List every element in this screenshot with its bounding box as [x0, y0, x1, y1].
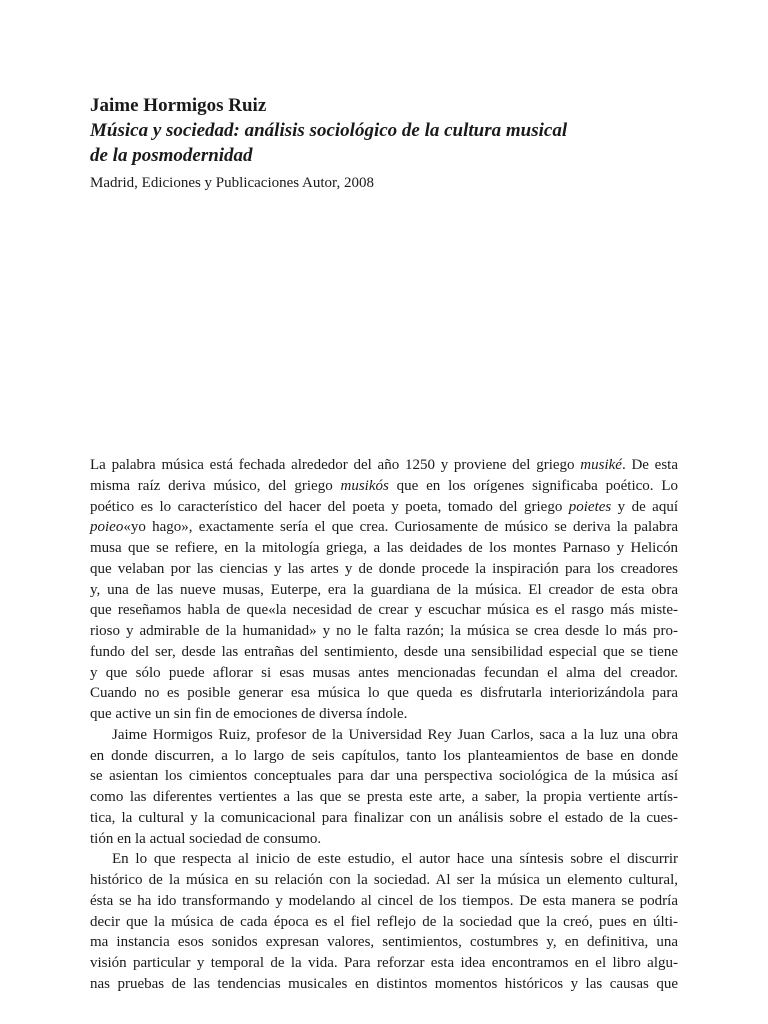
paragraph-2 [90, 725, 678, 850]
paragraph-3 [90, 849, 678, 994]
review-body [90, 455, 678, 995]
paragraph-line: en donde discurren, a lo largo de seis capítulos, tanto los planteamientos de base en donde [90, 747, 678, 764]
publication-info: Madrid, Ediciones y Publicaciones Autor, 2008 [90, 175, 374, 191]
paragraph-line: Jaime Hormigos Ruiz, profesor de la Universidad Rey Juan Carlos, saca a la luz una obra [112, 726, 678, 743]
paragraph-line: que active un sin fin de emociones de diversa índole. [90, 706, 408, 722]
paragraph-line: visión particular y temporal de la vida. Para reforzar esta idea encontramos en el libro algu- [90, 955, 678, 971]
paragraph-line: fundo del ser, desde las entrañas del sentimiento, desde una sensibilidad especial que se tiene [90, 643, 678, 660]
paragraph-line: poieo«yo hago», exactamente sería el que crea. Curiosamente de músico se deriva la palabra [90, 519, 678, 536]
paragraph-line: tión en la actual sociedad de consumo. [90, 830, 322, 847]
paragraph-line: poético es lo característico del hacer del poeta y poeta, tomado del griego poietes y de aquí [90, 498, 679, 515]
book-title-line-2: de la posmodernidad [90, 145, 253, 166]
paragraph-line: y, una de las nueve musas, Euterpe, era la guardiana de la música. El creador de esta obra [90, 581, 678, 598]
paragraph-line: que velaban por las ciencias y las artes y de donde procede la inspiración para los creadores [90, 560, 678, 577]
paragraph-line: ma instancia esos sonidos expresan valores, sentimientos, costumbres y, en definitiva, una [90, 934, 678, 951]
paragraph-line: nas pruebas de las tendencias musicales en distintos momentos históricos y las causas que [90, 975, 678, 992]
paragraph-line: se asientan los cimientos conceptuales para dar una perspectiva sociológica de la música así [90, 768, 678, 785]
paragraph-line: Cuando no es posible generar esa música lo que queda es disfrutarla interiorizándola para [90, 685, 678, 702]
paragraph-line: y que sólo puede aflorar si esas musas antes mencionadas fecundan el alma del creador. [90, 664, 678, 681]
paragraph-line: ésta se ha ido transformando y modelando al cincel de los tiempos. De esta manera se podría [90, 892, 678, 909]
paragraph-line: musa que se refiere, en la mitología griega, a las deidades de los montes Parnaso y Helicón [90, 540, 678, 556]
review-header [90, 93, 678, 193]
paragraph-1 [90, 455, 678, 725]
paragraph-line: rioso y admirable de la humanidad» y no le falta razón; la música se crea desde lo más pro- [90, 623, 678, 639]
paragraph-line: como las diferentes vertientes a las que se presta este arte, a saber, la propia vertiente artís- [90, 789, 678, 805]
book-title-line-1: Música y sociedad: análisis sociológico de la cultura musical [90, 120, 568, 141]
paragraph-line: misma raíz deriva músico, del griego musikós que en los orígenes significaba poético. Lo [90, 477, 678, 494]
paragraph-line: tica, la cultural y la comunicacional para finalizar con un análisis sobre el estado de la cues- [90, 809, 678, 826]
paragraph-line: decir que la música de cada época es el fiel reflejo de la sociedad que la creó, pues en últi- [90, 913, 678, 930]
paragraph-line: La palabra música está fechada alrededor del año 1250 y proviene del griego musiké. De esta [90, 457, 678, 473]
paragraph-line: histórico de la música en su relación con la sociedad. Al ser la música un elemento cultural, [90, 872, 678, 888]
book-title [90, 118, 678, 168]
book-author: Jaime Hormigos Ruiz [90, 95, 267, 116]
paragraph-line: En lo que respecta al inicio de este estudio, el autor hace una síntesis sobre el discurrir [112, 851, 678, 868]
paragraph-line: que reseñamos habla de que«la necesidad de crear y escuchar música es el rasgo más miste- [90, 602, 678, 619]
